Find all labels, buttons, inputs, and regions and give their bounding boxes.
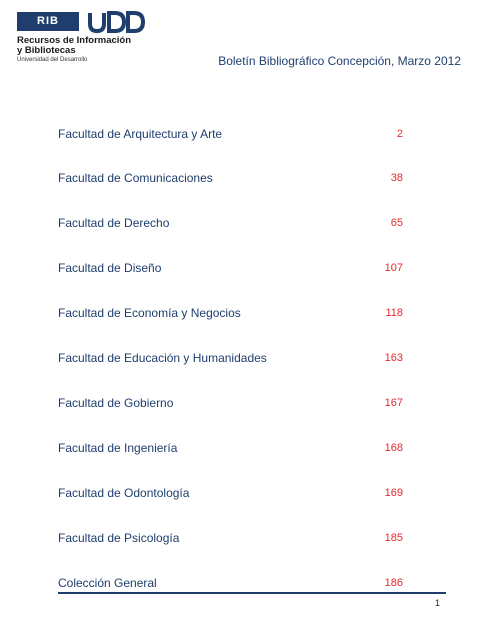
toc-page-number: 186 [384, 577, 403, 589]
logo-line-1: Recursos de Información [17, 35, 132, 46]
toc-page-number: 65 [390, 217, 403, 229]
toc-item[interactable] [58, 127, 403, 143]
toc-label: Facultad de Derecho [58, 216, 170, 230]
toc-label: Facultad de Gobierno [58, 396, 174, 410]
toc-item[interactable] [58, 261, 403, 277]
logo-text [17, 36, 131, 64]
toc-item[interactable] [58, 486, 403, 502]
toc-label: Facultad de Comunicaciones [58, 171, 213, 185]
toc-page-number: 168 [384, 442, 403, 454]
footer-divider [58, 592, 446, 594]
logo-line-2: y Bibliotecas [17, 45, 76, 56]
rib-logo: RIB [17, 12, 79, 31]
udd-logo-icon [87, 11, 145, 33]
toc-page-number: 2 [396, 128, 403, 140]
toc-label: Facultad de Psicología [58, 531, 180, 545]
toc-page-number: 38 [390, 172, 403, 184]
toc-page-number: 118 [385, 307, 403, 319]
toc-item[interactable] [58, 306, 403, 322]
toc-item[interactable] [58, 216, 403, 232]
toc-page-number: 107 [384, 262, 403, 274]
toc-label: Facultad de Diseño [58, 261, 162, 275]
toc-label: Colección General [58, 576, 157, 590]
toc-page-number: 163 [384, 352, 403, 364]
toc-item[interactable] [58, 441, 403, 457]
toc-label: Facultad de Economía y Negocios [58, 306, 241, 320]
toc-page-number: 185 [384, 532, 403, 544]
toc-page-number: 169 [384, 487, 403, 499]
page-number: 1 [434, 598, 440, 608]
toc-label: Facultad de Odontología [58, 486, 190, 500]
toc-item[interactable] [58, 576, 403, 592]
toc-page-number: 167 [384, 397, 403, 409]
document-title: Boletín Bibliográfico Concepción, Marzo 2012 [218, 54, 461, 68]
logo-line-3: Universidad del Desarrollo [17, 57, 88, 63]
toc-item[interactable] [58, 531, 403, 547]
toc-label: Facultad de Educación y Humanidades [58, 351, 267, 365]
toc-label: Facultad de Arquitectura y Arte [58, 127, 223, 141]
toc-label: Facultad de Ingeniería [58, 441, 178, 455]
toc-item[interactable] [58, 396, 403, 412]
toc-item[interactable] [58, 171, 403, 187]
toc-item[interactable] [58, 351, 403, 367]
